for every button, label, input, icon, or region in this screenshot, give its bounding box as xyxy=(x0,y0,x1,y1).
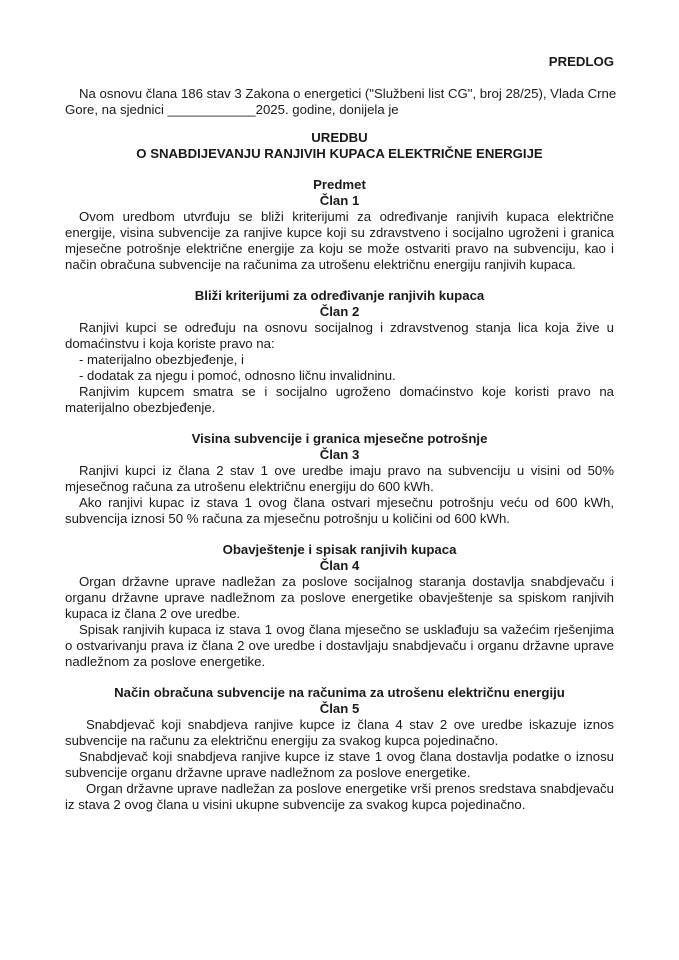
paragraph-line: o ostvarivanju prava iz člana 2 ove uredbe i dostavljaju snabdjevaču i organu državne uprave xyxy=(65,638,614,653)
paragraph-line: iz stava 2 ovog člana u visini ukupne subvencije za svakog kupca pojedinačno. xyxy=(65,797,526,812)
paragraph-line: - dodatak za njegu i pomoć, odnosno ličnu invalidninu. xyxy=(79,368,396,383)
paragraph-line: subvencije organu državne uprave nadležnom za poslove energetike. xyxy=(65,765,471,780)
intro-paragraph xyxy=(65,86,617,118)
article-number: Član 1 xyxy=(319,193,360,208)
article-paragraph xyxy=(65,781,614,813)
paragraph-line: Snabdjevač koji snabdjeva ranjive kupce iz stave 1 ovog člana dostavlja podatke o iznosu xyxy=(79,749,614,764)
paragraph-line: Organ državne uprave nadležan za poslove socijalnog staranja dostavlja snabdjevaču i xyxy=(79,574,614,589)
article-number: Član 2 xyxy=(319,304,360,319)
article-paragraph xyxy=(65,495,614,527)
article-paragraph xyxy=(65,384,614,416)
article-paragraph xyxy=(65,209,614,273)
article-paragraph xyxy=(65,463,614,495)
paragraph-line: Snabdjevač koji snabdjeva ranjive kupce iz člana 4 stav 2 ove uredbe iskazuje iznos xyxy=(86,717,614,732)
paragraph-line: Ranjivim kupcem smatra se i socijalno ugroženo domaćinstvo koje koristi pravo na xyxy=(79,384,614,399)
paragraph-line: mjesečnog računa za utrošenu električnu energiju do 600 kWh. xyxy=(65,479,434,494)
article-number: Član 5 xyxy=(319,701,360,716)
article-heading: Način obračuna subvencije na računima za utrošenu električnu energiju xyxy=(114,685,565,700)
intro-line: Na osnovu člana 186 stav 3 Zakona o energetici ("Službeni list CG", broj 28/25), Vlada Crne xyxy=(79,86,617,101)
article-paragraph xyxy=(65,574,614,622)
proposal-label: PREDLOG xyxy=(548,54,614,69)
article-paragraph xyxy=(65,320,614,352)
paragraph-line: Ranjivi kupci iz člana 2 stav 1 ove uredbe imaju pravo na subvenciju u visini od 50% xyxy=(79,463,614,478)
articles xyxy=(65,177,614,813)
paragraph-line: - materijalno obezbjeđenje, i xyxy=(79,352,244,367)
title-line-2: O SNABDIJEVANJU RANJIVIH KUPACA ELEKTRIČNE ENERGIJE xyxy=(136,146,543,161)
paragraph-line: subvencija iznosi 50 % računa za mjesečnu potrošnju u količini od 600 kWh. xyxy=(65,511,510,526)
paragraph-line: Ako ranjivi kupac iz stava 1 ovog člana ostvari mjesečnu potrošnju veću od 600 kWh, xyxy=(79,495,614,510)
article-heading: Predmet xyxy=(313,177,366,192)
paragraph-line: organu državne uprave nadležnom za poslove energetike obavještenje sa spiskom ranjivih xyxy=(65,590,614,605)
paragraph-line: energije, visina subvencije za ranjive kupce koji su zdravstveno i socijalno ugroženi i granica xyxy=(65,225,614,240)
article-paragraph xyxy=(65,622,614,670)
paragraph-line: materijalno obezbjeđenje. xyxy=(65,400,216,415)
article-paragraph xyxy=(65,749,614,781)
article-number: Član 3 xyxy=(319,447,360,462)
document-page xyxy=(65,54,617,813)
article-paragraph xyxy=(65,352,614,368)
article-paragraph xyxy=(65,717,614,749)
document-title xyxy=(65,130,614,162)
intro-line: Gore, na sjednici ____________2025. godine, donijela je xyxy=(65,102,399,117)
title-line-1: UREDBU xyxy=(311,130,368,145)
paragraph-line: Spisak ranjivih kupaca iz stava 1 ovog člana mjesečno se usklađuju sa važećim rješenjima xyxy=(79,622,614,637)
paragraph-line: subvencije na računu za električnu energiju za svakog kupca pojedinačno. xyxy=(65,733,499,748)
paragraph-line: kupaca iz člana 2 ove uredbe. xyxy=(65,606,241,621)
paragraph-line: način obračuna subvencije na računima za utrošenu električnu energiju ranjivih kupaca. xyxy=(65,257,576,272)
article-number: Član 4 xyxy=(319,558,360,573)
paragraph-line: mjesečne potrošnje električne energije za koju se može ostvariti pravo na subvenciju, kao i xyxy=(65,241,614,256)
paragraph-line: nadležnom za poslove energetike. xyxy=(65,654,266,669)
article-2 xyxy=(65,288,614,416)
article-heading: Obavještenje i spisak ranjivih kupaca xyxy=(222,542,457,557)
paragraph-line: Ranjivi kupci se određuju na osnovu socijalnog i zdravstvenog stanja lica koja žive u xyxy=(79,320,614,335)
article-heading: Bliži kriterijumi za određivanje ranjivih kupaca xyxy=(194,288,485,303)
article-paragraph xyxy=(65,368,614,384)
paragraph-line: Organ državne uprave nadležan za poslove energetike vrši prenos sredstava snabdjevaču xyxy=(86,781,614,796)
paragraph-line: domaćinstvu i koja koriste pravo na: xyxy=(65,336,275,351)
article-heading: Visina subvencije i granica mjesečne potrošnje xyxy=(191,431,488,446)
paragraph-line: Ovom uredbom utvrđuju se bliži kriterijumi za određivanje ranjivih kupaca električne xyxy=(79,209,614,224)
article-5 xyxy=(65,685,614,813)
article-4 xyxy=(65,542,614,670)
article-1 xyxy=(65,177,614,273)
article-3 xyxy=(65,431,614,527)
